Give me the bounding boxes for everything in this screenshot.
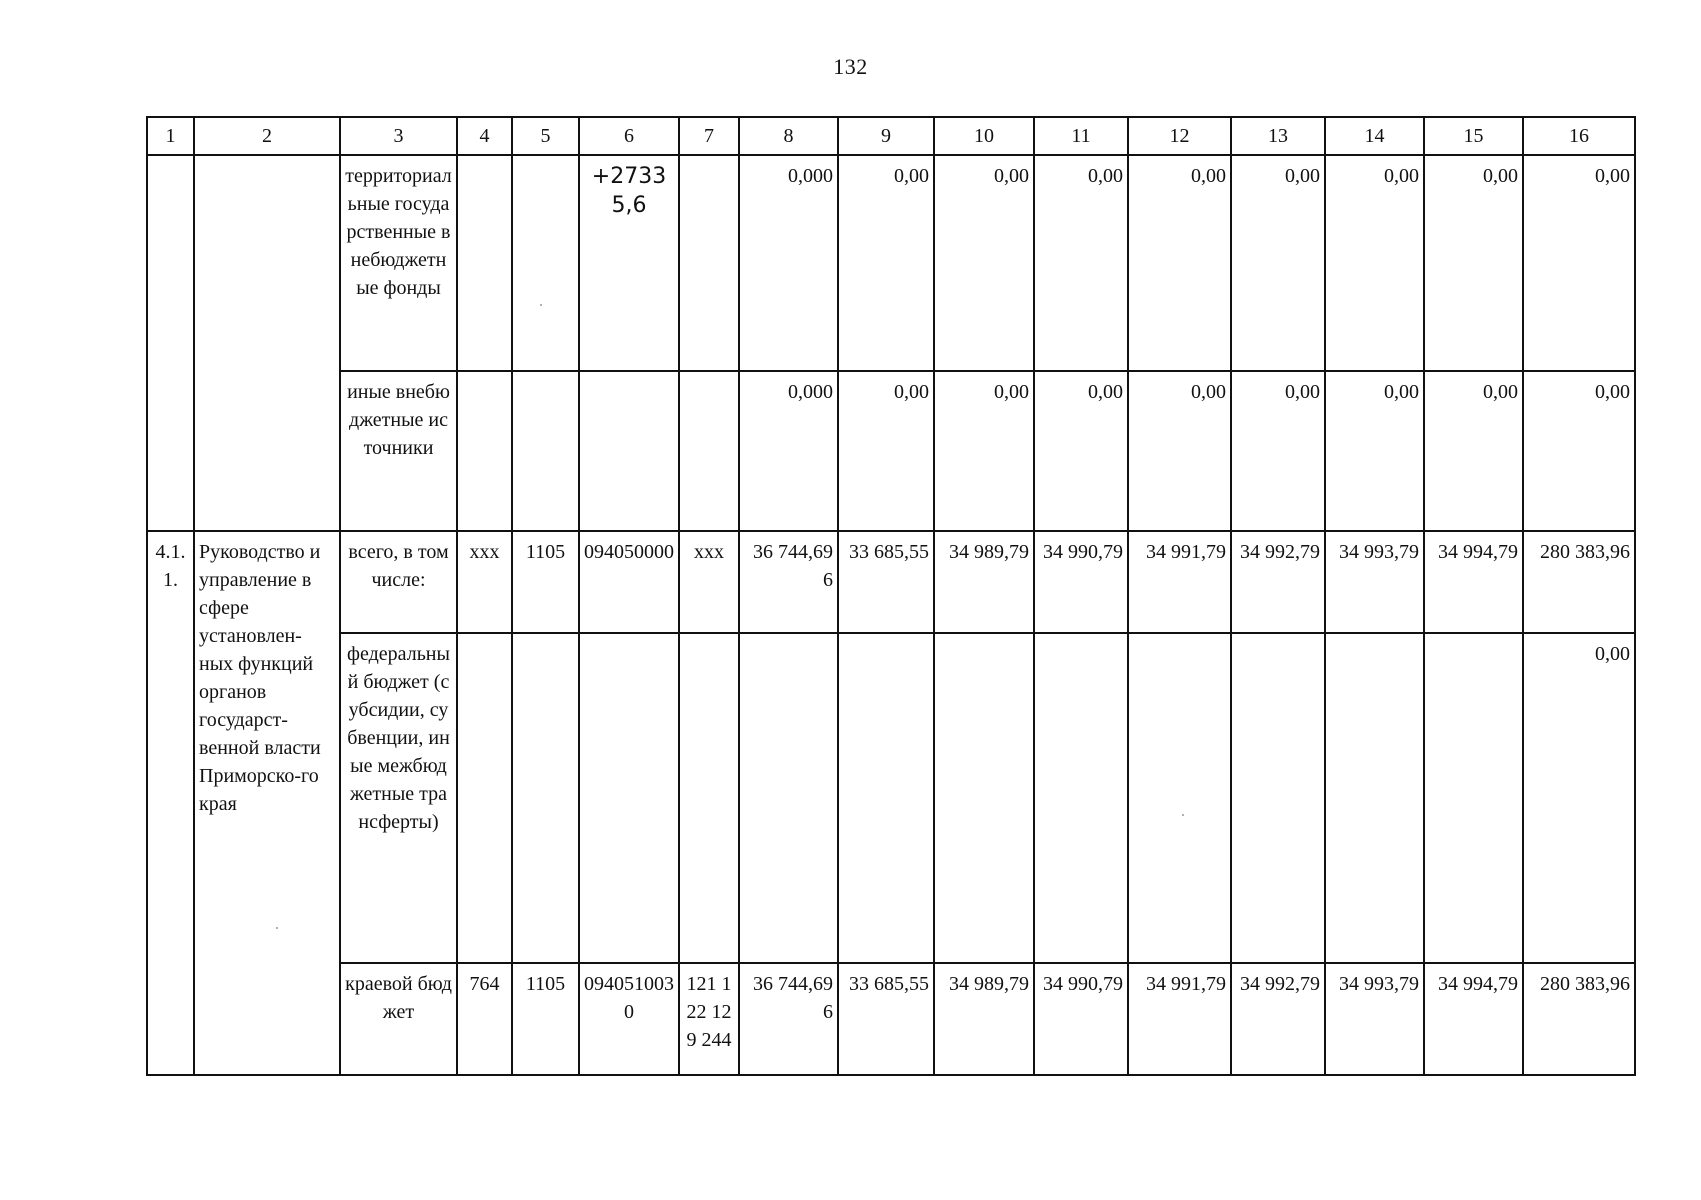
item-number: 4.1.1. (147, 531, 194, 1075)
cell-col5: 1105 (512, 531, 579, 633)
cell-col4: 764 (457, 963, 512, 1075)
header-cell: 10 (934, 117, 1034, 155)
cell-col4 (457, 633, 512, 963)
item-name: Руководство и управление в сфере установлен-ных функций органов государст-венной власти Приморско-го края (194, 531, 340, 1075)
scan-speck (540, 304, 542, 306)
funding-source-label: федеральный бюджет (субсидии, субвенции, иные межбюджетные трансферты) (340, 633, 457, 963)
header-cell: 1 (147, 117, 194, 155)
cell-col6 (579, 371, 679, 531)
value-cell (1424, 633, 1523, 963)
value-cell: 0,00 (1128, 155, 1231, 371)
header-cell: 5 (512, 117, 579, 155)
header-cell: 12 (1128, 117, 1231, 155)
table-row (147, 531, 1635, 633)
value-cell: 0,00 (1034, 155, 1128, 371)
funding-source-label: территориальные государственные внебюджетные фонды (340, 155, 457, 371)
header-cell: 7 (679, 117, 739, 155)
page-number: 132 (833, 54, 868, 79)
cell-col7 (679, 633, 739, 963)
value-cell: 0,00 (838, 371, 934, 531)
value-cell: 36 744,696 (739, 963, 838, 1075)
cell-col7 (679, 155, 739, 371)
value-cell (1128, 633, 1231, 963)
scan-speck (276, 927, 278, 929)
funding-source-label: иные внебюджетные источники (340, 371, 457, 531)
table-row (147, 633, 1635, 963)
value-cell: 0,000 (739, 155, 838, 371)
value-cell (838, 633, 934, 963)
value-cell: 33 685,55 (838, 963, 934, 1075)
value-cell: 0,00 (1231, 371, 1325, 531)
header-cell: 16 (1523, 117, 1635, 155)
value-cell: 34 991,79 (1128, 963, 1231, 1075)
value-cell (1325, 633, 1424, 963)
cell-col4: ххх (457, 531, 512, 633)
value-cell (1231, 633, 1325, 963)
value-cell: 34 994,79 (1424, 963, 1523, 1075)
cell-col7: 121 122 129 244 (679, 963, 739, 1075)
value-cell: 34 993,79 (1325, 531, 1424, 633)
header-cell: 8 (739, 117, 838, 155)
value-cell (1034, 633, 1128, 963)
funding-source-label: всего, в том числе: (340, 531, 457, 633)
value-cell: 0,00 (838, 155, 934, 371)
header-cell: 11 (1034, 117, 1128, 155)
cell-col5 (512, 155, 579, 371)
cell-col5 (512, 371, 579, 531)
value-cell: 34 994,79 (1424, 531, 1523, 633)
value-cell: 33 685,55 (838, 531, 934, 633)
value-cell: 34 990,79 (1034, 531, 1128, 633)
cell-col5 (512, 633, 579, 963)
value-cell: 34 989,79 (934, 531, 1034, 633)
value-cell: 34 989,79 (934, 963, 1034, 1075)
header-cell: 15 (1424, 117, 1523, 155)
value-cell: 280 383,96 (1523, 963, 1635, 1075)
value-cell: 0,00 (934, 155, 1034, 371)
header-cell: 2 (194, 117, 340, 155)
value-cell: 0,00 (1523, 371, 1635, 531)
value-cell: 0,00 (1034, 371, 1128, 531)
value-cell (934, 633, 1034, 963)
funding-source-label: краевой бюджет (340, 963, 457, 1075)
value-cell: 34 991,79 (1128, 531, 1231, 633)
value-cell: 34 993,79 (1325, 963, 1424, 1075)
value-cell: 0,00 (1523, 155, 1635, 371)
cell-col7: ххх (679, 531, 739, 633)
table-row (147, 155, 1635, 371)
budget-table (146, 116, 1636, 1076)
value-cell: 0,00 (1325, 155, 1424, 371)
header-cell: 4 (457, 117, 512, 155)
cell-col5: 1105 (512, 963, 579, 1075)
header-cell: 13 (1231, 117, 1325, 155)
header-row (147, 117, 1635, 155)
cell-col4 (457, 371, 512, 531)
header-cell: 9 (838, 117, 934, 155)
value-cell: 34 992,79 (1231, 531, 1325, 633)
empty-cell (147, 155, 194, 531)
value-cell: 34 992,79 (1231, 963, 1325, 1075)
scan-speck (1182, 814, 1184, 816)
value-cell: 0,00 (934, 371, 1034, 531)
value-cell: 36 744,696 (739, 531, 838, 633)
empty-cell (194, 155, 340, 531)
value-cell: 34 990,79 (1034, 963, 1128, 1075)
cell-col6: 094050000 (579, 531, 679, 633)
cell-col6 (579, 633, 679, 963)
cell-col6: +27335,6 (579, 155, 679, 371)
value-cell: 0,000 (739, 371, 838, 531)
value-cell: 0,00 (1231, 155, 1325, 371)
header-cell: 6 (579, 117, 679, 155)
cell-col7 (679, 371, 739, 531)
value-cell: 0,00 (1424, 371, 1523, 531)
cell-col4 (457, 155, 512, 371)
table-row (147, 371, 1635, 531)
header-cell: 14 (1325, 117, 1424, 155)
cell-col6: 0940510030 (579, 963, 679, 1075)
value-cell (739, 633, 838, 963)
table-row (147, 963, 1635, 1075)
value-cell: 280 383,96 (1523, 531, 1635, 633)
value-cell: 0,00 (1128, 371, 1231, 531)
header-cell: 3 (340, 117, 457, 155)
value-cell: 0,00 (1424, 155, 1523, 371)
value-cell: 0,00 (1523, 633, 1635, 963)
value-cell: 0,00 (1325, 371, 1424, 531)
